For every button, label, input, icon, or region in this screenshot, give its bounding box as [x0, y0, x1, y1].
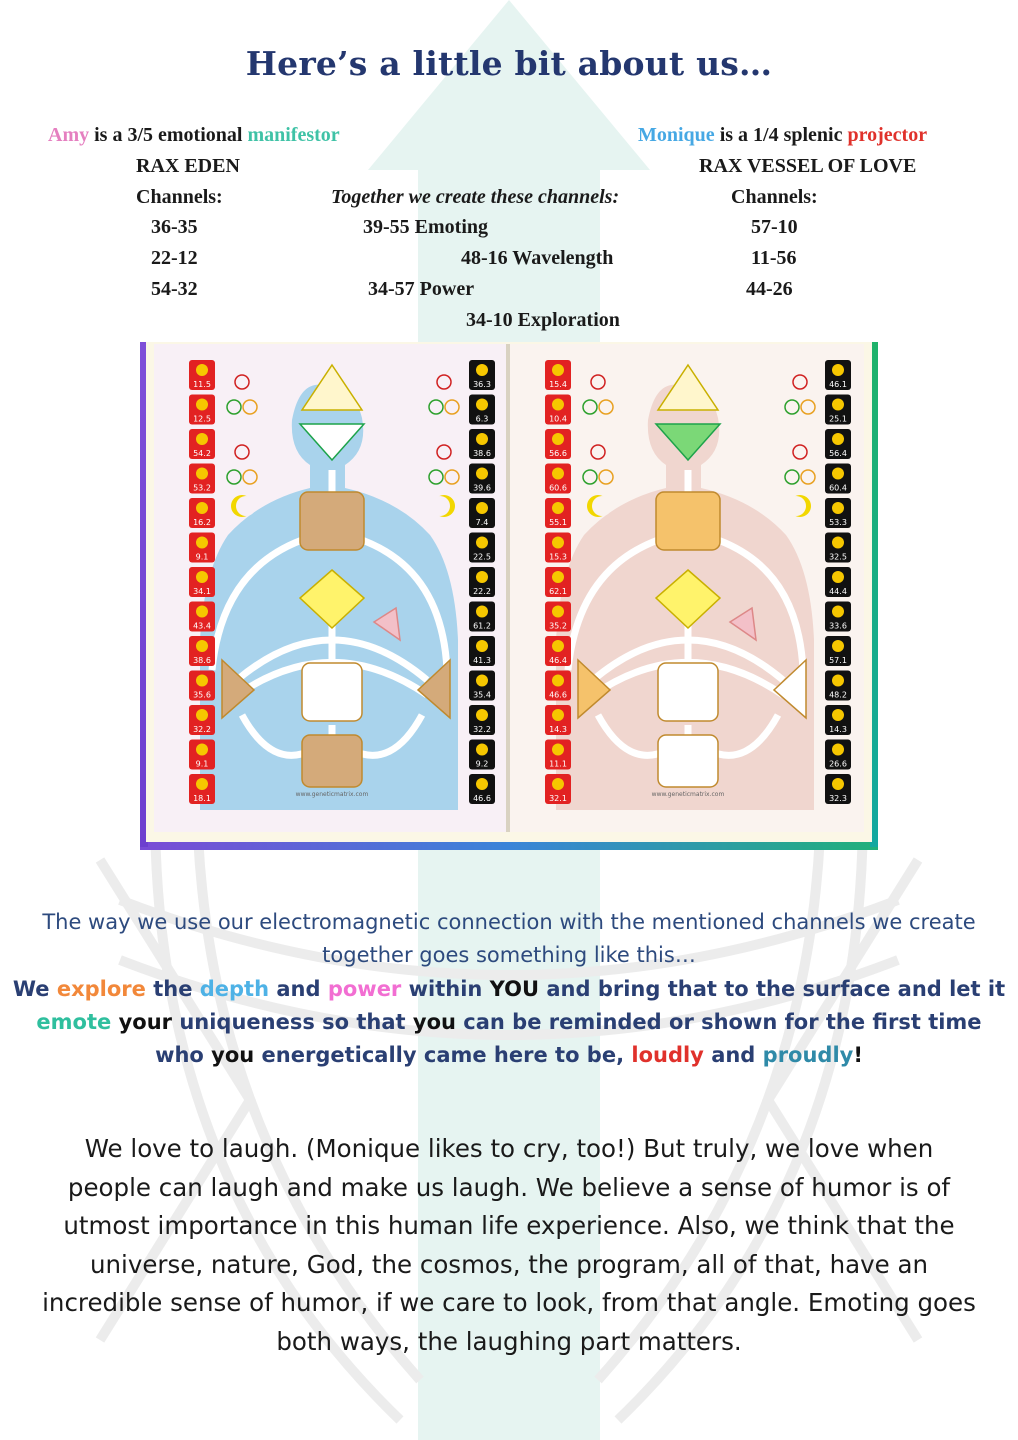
planet-symbol-icon: [476, 537, 488, 549]
planet-box-left: [545, 498, 571, 528]
planet-box-left: [545, 360, 571, 390]
planet-symbol-icon: [476, 606, 488, 618]
planet-value: 53.2: [193, 483, 211, 493]
planet-box-right: [469, 705, 495, 735]
planet-value: 18.1: [193, 794, 211, 803]
intro-paragraph: The way we use our electromagnetic connection with the mentioned channels we create together goes something like this…: [42, 910, 976, 967]
planet-box-right: [825, 395, 851, 425]
planet-value: 54.2: [193, 449, 211, 458]
planet-box-right: [825, 360, 851, 390]
planet-box-left: [189, 360, 215, 390]
statement-word-emote: emote: [36, 1010, 112, 1034]
planet-box-right: [469, 395, 495, 425]
planet-value: 9.1: [195, 759, 209, 769]
planet-value: 16.2: [193, 518, 211, 527]
planet-symbol-icon: [832, 364, 844, 376]
planet-symbol-icon: [552, 675, 564, 687]
moon-shadow: [786, 496, 806, 516]
moon-shadow: [592, 496, 612, 516]
planet-value: 46.6: [473, 794, 491, 803]
planet-symbol-icon: [196, 571, 208, 583]
amy-channel: 54-32: [151, 278, 198, 300]
planet-box-right: [469, 498, 495, 528]
planet-value: 22.2: [473, 587, 491, 596]
planet-symbol-icon: [552, 468, 564, 480]
planet-value: 12.5: [193, 414, 211, 424]
planet-box-right: [469, 533, 495, 563]
planet-symbol-icon: [476, 433, 488, 445]
statement-word-proudly: proudly: [762, 1043, 854, 1067]
page-title: Here’s a little bit about us…: [245, 44, 773, 83]
planet-symbol-icon: [196, 640, 208, 652]
together-channel: 39-55 Emoting: [363, 216, 488, 238]
planet-box-left: [189, 567, 215, 597]
planet-symbol-icon: [196, 744, 208, 756]
planet-value: 14.3: [549, 725, 567, 734]
planet-box-left: [189, 602, 215, 632]
planet-value: 32.5: [829, 552, 847, 562]
monique-intro: [638, 124, 927, 147]
planet-symbol-icon: [552, 537, 564, 549]
planet-box-right: [825, 464, 851, 494]
planet-box-left: [545, 429, 571, 459]
planet-value: 6.3: [475, 414, 489, 424]
statement-exclaim: !: [853, 1043, 863, 1067]
planet-box-left: [189, 533, 215, 563]
monique-channels-label: Channels:: [731, 186, 818, 208]
amy-cross: RAX EDEN: [136, 155, 240, 177]
planet-box-right: [469, 740, 495, 770]
planet-symbol-icon: [552, 433, 564, 445]
planet-box-right: [825, 498, 851, 528]
planet-symbol-icon: [196, 399, 208, 411]
planet-symbol-icon: [832, 468, 844, 480]
planet-symbol-icon: [552, 744, 564, 756]
planet-symbol-icon: [476, 502, 488, 514]
planet-value: 15.4: [549, 380, 567, 389]
monique-cross: RAX VESSEL OF LOVE: [699, 155, 917, 177]
planet-symbol-icon: [552, 606, 564, 618]
planet-box-left: [545, 774, 571, 804]
planet-symbol-icon: [552, 640, 564, 652]
together-channel: 48-16 Wavelength: [461, 247, 614, 269]
planet-box-left: [189, 671, 215, 701]
planet-box-right: [825, 533, 851, 563]
monique-is-a: is a 1/4 splenic: [719, 124, 843, 146]
planet-box-left: [545, 636, 571, 666]
together-channel: 34-10 Exploration: [466, 309, 620, 331]
statement-word: can be reminded or shown for the first time who: [155, 1010, 982, 1067]
planet-symbol-icon: [832, 606, 844, 618]
statement-word: and bring that to the surface and let it: [546, 977, 1006, 1001]
planet-value: 26.6: [829, 759, 847, 769]
amy-channel: 36-35: [151, 216, 198, 238]
statement-word: We: [12, 977, 50, 1001]
planet-symbol-icon: [552, 571, 564, 583]
planet-box-left: [189, 636, 215, 666]
planet-value: 38.6: [193, 656, 211, 665]
planet-symbol-icon: [196, 675, 208, 687]
planet-symbol-icon: [196, 606, 208, 618]
planet-box-right: [469, 774, 495, 804]
planet-symbol-icon: [832, 399, 844, 411]
planet-value: 25.1: [829, 414, 847, 424]
planet-value: 39.6: [473, 483, 491, 493]
planet-box-left: [189, 498, 215, 528]
together-channel: 34-57 Power: [368, 278, 475, 300]
planet-symbol-icon: [476, 364, 488, 376]
planet-box-left: [545, 567, 571, 597]
planet-value: 15.3: [549, 552, 567, 562]
amy-name: Amy: [48, 124, 90, 146]
planet-symbol-icon: [476, 778, 488, 790]
moon-shadow: [236, 496, 256, 516]
statement-word-your: your: [118, 1010, 173, 1034]
bodygraph-book: [140, 340, 878, 850]
statement-word: uniqueness so that: [179, 1010, 406, 1034]
planet-symbol-icon: [832, 571, 844, 583]
monique-channel: 57-10: [751, 216, 798, 238]
monique-type: projector: [847, 124, 928, 146]
planet-box-left: [189, 395, 215, 425]
planet-box-right: [469, 429, 495, 459]
planet-symbol-icon: [476, 399, 488, 411]
planet-value: 32.2: [193, 725, 211, 734]
planet-symbol-icon: [552, 364, 564, 376]
amy-type: manifestor: [247, 124, 340, 146]
planet-value: 38.6: [473, 449, 491, 458]
planet-value: 60.6: [549, 483, 567, 493]
planet-symbol-icon: [196, 537, 208, 549]
statement-word-you: YOU: [489, 977, 540, 1001]
planet-box-right: [469, 671, 495, 701]
planet-symbol-icon: [832, 709, 844, 721]
statement-word: within: [408, 977, 483, 1001]
amy-channel: 22-12: [151, 247, 198, 269]
sacral-center: [658, 663, 718, 721]
planet-value: 32.3: [829, 794, 847, 803]
planet-value: 41.3: [473, 656, 491, 665]
planet-symbol-icon: [832, 537, 844, 549]
throat-center: [300, 492, 364, 550]
planet-symbol-icon: [196, 709, 208, 721]
moon-shadow: [430, 496, 450, 516]
monique-channel: 44-26: [746, 278, 793, 300]
statement-word-power: power: [327, 977, 402, 1001]
planet-symbol-icon: [196, 364, 208, 376]
planet-value: 35.4: [473, 690, 491, 700]
root-center: [658, 735, 718, 787]
statement-word-you: you: [211, 1043, 255, 1067]
planet-value: 60.4: [829, 483, 847, 493]
monique-channel: 11-56: [751, 247, 797, 269]
amy-intro: [48, 124, 340, 147]
planet-box-right: [825, 705, 851, 735]
planet-value: 56.6: [549, 449, 567, 458]
planet-box-right: [825, 602, 851, 632]
watermark-text: www.geneticmatrix.com: [651, 791, 725, 798]
amy-is-a: is a 3/5 emotional: [94, 124, 243, 146]
planet-value: 62.1: [549, 587, 567, 596]
planet-symbol-icon: [476, 675, 488, 687]
planet-value: 35.6: [193, 690, 211, 700]
planet-symbol-icon: [832, 778, 844, 790]
planet-symbol-icon: [476, 571, 488, 583]
planet-box-left: [545, 464, 571, 494]
sacral-center: [302, 663, 362, 721]
planet-value: 22.5: [473, 552, 491, 562]
planet-symbol-icon: [832, 640, 844, 652]
planet-box-right: [825, 429, 851, 459]
planet-symbol-icon: [196, 468, 208, 480]
planet-value: 32.2: [473, 725, 491, 734]
statement-word-explore: explore: [56, 977, 146, 1001]
planet-value: 57.1: [829, 656, 847, 665]
statement-word: the: [153, 977, 193, 1001]
planet-box-left: [189, 705, 215, 735]
planet-symbol-icon: [196, 502, 208, 514]
planet-value: 55.1: [549, 518, 567, 527]
planet-value: 46.6: [549, 690, 567, 700]
monique-name: Monique: [638, 124, 715, 146]
planet-box-left: [545, 533, 571, 563]
planet-value: 33.6: [829, 621, 847, 631]
planet-box-right: [469, 602, 495, 632]
planet-box-left: [545, 395, 571, 425]
planet-box-left: [545, 602, 571, 632]
planet-value: 7.4: [475, 518, 489, 527]
planet-symbol-icon: [832, 675, 844, 687]
planet-symbol-icon: [476, 709, 488, 721]
planet-symbol-icon: [196, 778, 208, 790]
planet-value: 34.1: [193, 587, 211, 596]
planet-symbol-icon: [552, 778, 564, 790]
planet-symbol-icon: [196, 433, 208, 445]
planet-value: 53.3: [829, 518, 847, 527]
planet-box-right: [469, 464, 495, 494]
planet-box-left: [189, 464, 215, 494]
planet-box-left: [545, 740, 571, 770]
statement-word-loudly: loudly: [631, 1043, 704, 1067]
throat-center: [656, 492, 720, 550]
planet-value: 46.1: [829, 380, 847, 389]
planet-symbol-icon: [476, 468, 488, 480]
planet-box-right: [825, 636, 851, 666]
planet-box-left: [189, 429, 215, 459]
planet-box-right: [825, 671, 851, 701]
planet-value: 14.3: [829, 725, 847, 734]
statement-paragraph: [10, 973, 1008, 1072]
planet-value: 61.2: [473, 621, 491, 631]
watermark-text: www.geneticmatrix.com: [295, 791, 369, 798]
planet-symbol-icon: [832, 502, 844, 514]
statement-word-you: you: [412, 1010, 456, 1034]
planet-symbol-icon: [476, 640, 488, 652]
planet-value: 11.1: [549, 759, 567, 769]
planet-box-right: [825, 740, 851, 770]
planet-value: 35.2: [549, 621, 567, 631]
planet-symbol-icon: [552, 502, 564, 514]
amy-channels-label: Channels:: [136, 186, 223, 208]
together-heading: Together we create these channels:: [331, 186, 620, 208]
planet-box-left: [189, 774, 215, 804]
planet-value: 10.4: [549, 414, 567, 424]
planet-value: 43.4: [193, 621, 211, 631]
planet-box-right: [469, 360, 495, 390]
planet-box-left: [545, 671, 571, 701]
statement-word-depth: depth: [199, 977, 270, 1001]
planet-box-left: [189, 740, 215, 770]
planet-symbol-icon: [552, 709, 564, 721]
planet-box-right: [825, 774, 851, 804]
planet-value: 36.3: [473, 380, 491, 389]
planet-value: 48.2: [829, 690, 847, 700]
planet-box-left: [545, 705, 571, 735]
body-paragraph: We love to laugh. (Monique likes to cry, too!) But truly, we love when people can laugh and make us laugh. We believe a sense of humor is of utmost importance in this human life experience. Also, we think that the universe, nature, God, the cosmos, the program, all of that, have an incredible sense of humor, if we care to look, from that angle. Emoting goes both ways, the laughing part matters.: [42, 1134, 976, 1356]
statement-word: energetically came here to be,: [261, 1043, 625, 1067]
planet-symbol-icon: [832, 744, 844, 756]
planet-box-right: [469, 636, 495, 666]
planet-symbol-icon: [476, 744, 488, 756]
planet-value: 56.4: [829, 449, 847, 458]
planet-value: 9.1: [195, 552, 209, 562]
planet-symbol-icon: [552, 399, 564, 411]
planet-box-right: [825, 567, 851, 597]
planet-symbol-icon: [832, 433, 844, 445]
statement-word: and: [276, 977, 321, 1001]
planet-value: 44.4: [829, 587, 847, 596]
root-center: [302, 735, 362, 787]
planet-value: 46.4: [549, 656, 567, 665]
planet-value: 32.1: [549, 794, 567, 803]
statement-word: and: [711, 1043, 756, 1067]
planet-value: 11.5: [193, 380, 211, 389]
planet-value: 9.2: [475, 759, 489, 769]
planet-box-right: [469, 567, 495, 597]
